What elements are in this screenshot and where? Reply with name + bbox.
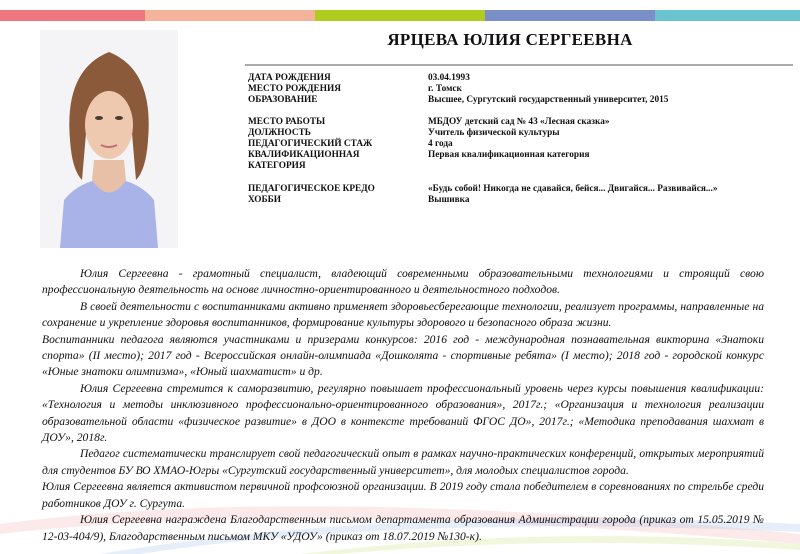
info-label: МЕСТО РОЖДЕНИЯ [248, 84, 341, 94]
bio-paragraph: Юлия Сергеевна - грамотный специалист, владеющий современными образовательными технологиями и строящий свою профессиональную деятельность на основе личностно-ориентированного и деятельностного подходов. [42, 267, 764, 297]
stripe-pink [0, 10, 145, 21]
stripe-blue [485, 10, 655, 21]
info-label: ПЕДАГОГИЧЕСКИЙ СТАЖ [248, 139, 373, 149]
info-label: ДАТА РОЖДЕНИЯ [248, 73, 331, 83]
stripe-cyan [655, 10, 800, 21]
info-label: ПЕДАГОГИЧЕСКОЕ КРЕДО [248, 184, 375, 194]
bio-paragraph: В своей деятельности с воспитанниками активно применяет здоровьесберегающие технологии, реализует программы, направленные на сохранение и укрепление здоровья воспитанников, формирование культуры здорового и безопасного образа жизни. [42, 299, 764, 330]
info-value: г. Томск [428, 84, 462, 94]
bio-paragraph: Юлия Сергеевна является активистом первичной профсоюзной организации. В 2019 году стала победителем в соревнованиях по стрельбе среди работников ДОУ г. Сургута. [42, 480, 764, 510]
info-value: 03.04.1993 [428, 73, 470, 83]
info-label: ХОББИ [248, 195, 281, 205]
info-value: 4 года [428, 139, 453, 149]
info-value: Учитель физической культуры [428, 128, 560, 138]
info-value: «Будь собой! Никогда не сдавайся, бейся... Двигайся... Развивайся...» [428, 184, 718, 194]
bio-paragraph: Юлия Сергеевна награждена Благодарственным письмом департамента образования Администрации города (приказ от 15.05.2019 № 12-03-404/9), Благодарственным письмом МКУ «УДОУ» (приказ от 18.07.2019 №130-к). [42, 513, 764, 543]
biography [42, 266, 764, 545]
info-label: МЕСТО РАБОТЫ [248, 117, 326, 127]
info-value: Первая квалификационная категория [428, 150, 590, 160]
portrait-photo [40, 30, 178, 248]
divider [245, 64, 793, 66]
info-value: Высшее, Сургутский государственный университет, 2015 [428, 95, 669, 105]
info-label: ОБРАЗОВАНИЕ [248, 95, 318, 105]
bio-paragraph: Воспитанники педагога являются участниками и призерами конкурсов: 2016 год - международная познавательная викторина «Знатоки спорта» (II место); 2017 год - Всероссийская онлайн-олимпиада «Дошколята - спортивные ребята» (I место); 2018 год - городской конкурс «Юные знатоки олимпизма», «Юный шахматист» и др. [42, 332, 764, 379]
stripe-peach [145, 10, 315, 21]
person-name: ЯРЦЕВА ЮЛИЯ СЕРГЕЕВНА [387, 30, 633, 49]
bio-paragraph: Юлия Сергеевна стремится к саморазвитию, регулярно повышает профессиональный уровень через курсы повышения квалификации: «Технология и методы инклюзивного профессионально-ориентированного образования», 2017г.; «Организация и технология реализации образовательной области «физическое развитие» в ДОО в контексте требований ФГОС ДО», 2017г.; «Методика преподавания шахмат в ДОУ», 2018г. [42, 381, 764, 445]
bio-paragraph: Педагог систематически транслирует свой педагогический опыт в рамках научно-практических конференций, открытых мероприятий для студентов БУ ВО ХМАО-Югры «Сургутский государственный университет», для молодых специалистов города. [42, 447, 764, 477]
info-label: ДОЛЖНОСТЬ [248, 128, 311, 138]
stripe-green [315, 10, 485, 21]
info-value: Вышивка [428, 195, 470, 205]
info-value: МБДОУ детский сад № 43 «Лесная сказка» [428, 117, 610, 127]
info-label: КВАЛИФИКАЦИОННАЯ КАТЕГОРИЯ [248, 150, 360, 171]
